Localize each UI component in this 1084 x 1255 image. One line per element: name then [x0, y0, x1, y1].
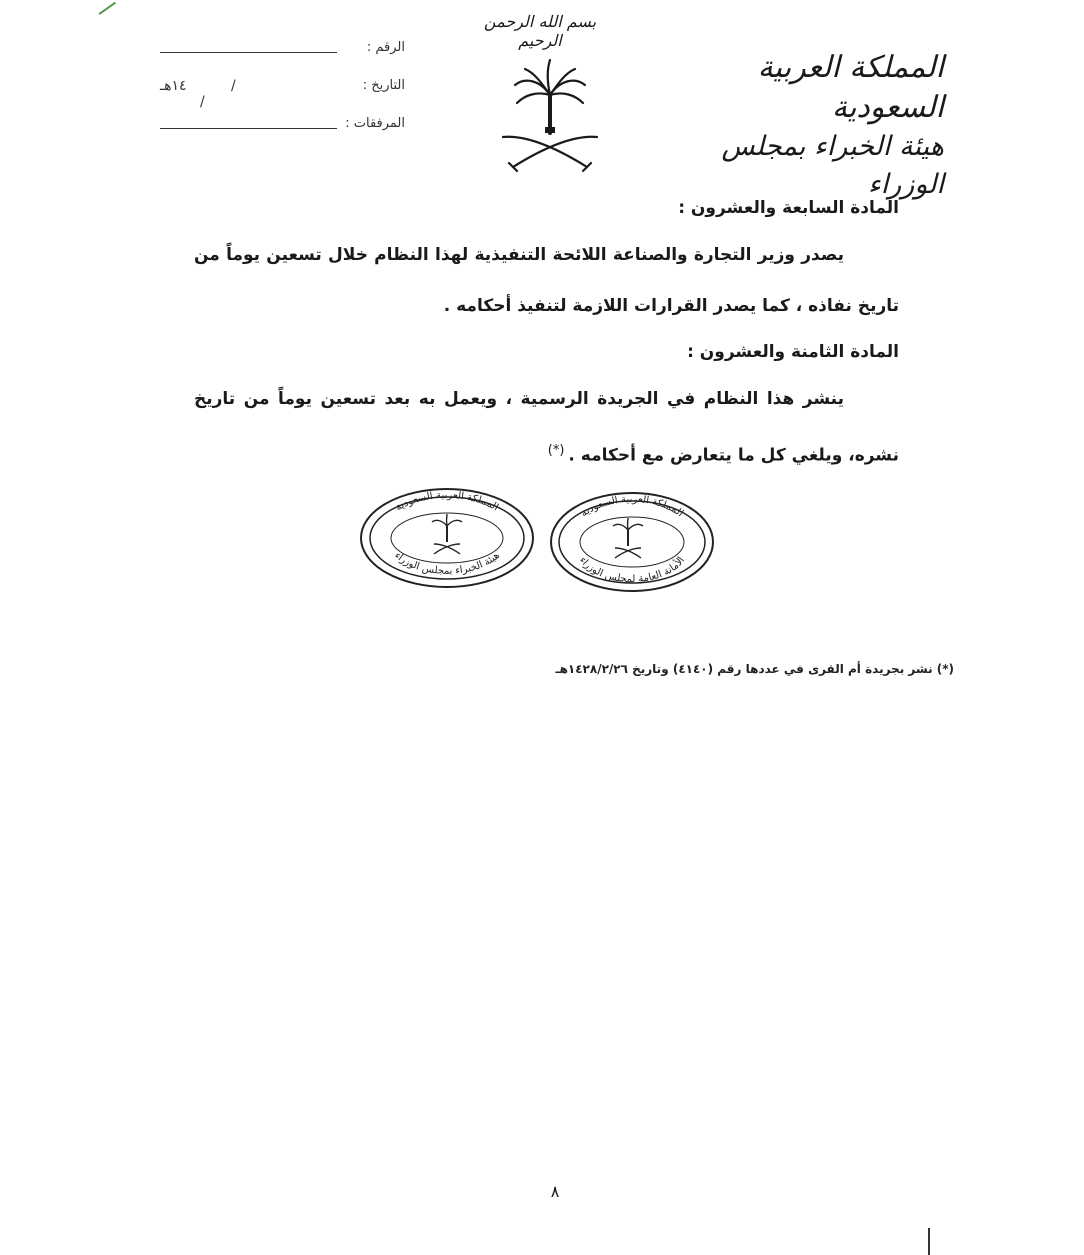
- corner-mark: [94, 0, 116, 15]
- attachments-field: [160, 116, 405, 154]
- seal-outer-text: المملكة العربية السعودية: [393, 489, 501, 514]
- date-placeholder: [160, 78, 337, 110]
- number-field: [160, 40, 405, 78]
- footnote: (*) نشر بجريدة أم القرى في عددها رقم (٤١٤٠) وتاريخ ١٤٢٨/٢/٢٦هـ: [555, 662, 954, 676]
- article-body: ينشر هذا النظام في الجريدة الرسمية ، ويعمل به بعد تسعين يوماً من تاريخ نشره، ويلغي كل ما يتعارض مع أحكامه .: [194, 389, 899, 466]
- kingdom-name: المملكة العربية السعودية: [757, 50, 944, 125]
- date-slash: /: [200, 94, 207, 110]
- palm-swords-emblem: [495, 55, 605, 175]
- general-secretariat-seal: [548, 490, 716, 594]
- article-title: المادة الثامنة والعشرون :: [687, 342, 899, 362]
- page-number: ٨: [550, 1182, 560, 1201]
- seal-inner-text: هيئة الخبراء بمجلس الوزراء: [392, 550, 502, 577]
- seal-emblem: [613, 518, 643, 558]
- article-text: يصدر وزير التجارة والصناعة اللائحة التنفيذية لهذا النظام خلال تسعين يوماً من تاريخ نفاذه ، كما يصدر القرارات اللازمة لتنفيذ أحكامه .: [194, 245, 899, 316]
- attachments-label: المرفقات :: [345, 116, 405, 131]
- date-suffix: ١٤هـ: [160, 78, 187, 94]
- letterhead-title: [644, 48, 944, 204]
- experts-commission-seal: [358, 486, 536, 590]
- article-28: [194, 342, 899, 482]
- seal-inner-text: الأمانة العامة لمجلس الوزراء: [576, 555, 688, 586]
- article-27: [194, 198, 899, 332]
- date-slash: /: [230, 78, 238, 94]
- article-text: [194, 374, 899, 482]
- date-field: [160, 78, 405, 116]
- number-label: الرقم :: [366, 40, 405, 55]
- article-title: المادة السابعة والعشرون :: [678, 198, 899, 218]
- seal-emblem: [432, 514, 462, 554]
- attachments-line: [160, 128, 337, 129]
- footnote-marker: (*): [547, 443, 565, 458]
- reference-fields: [160, 40, 405, 154]
- date-label: التاريخ :: [362, 78, 405, 93]
- number-line: [160, 52, 337, 53]
- basmala: بسم الله الرحمن الرحيم: [483, 12, 597, 50]
- authority-name: هيئة الخبراء بمجلس الوزراء: [721, 131, 944, 200]
- seal-outer-text: المملكة العربية السعودية: [578, 493, 686, 520]
- edge-mark: [928, 1228, 930, 1255]
